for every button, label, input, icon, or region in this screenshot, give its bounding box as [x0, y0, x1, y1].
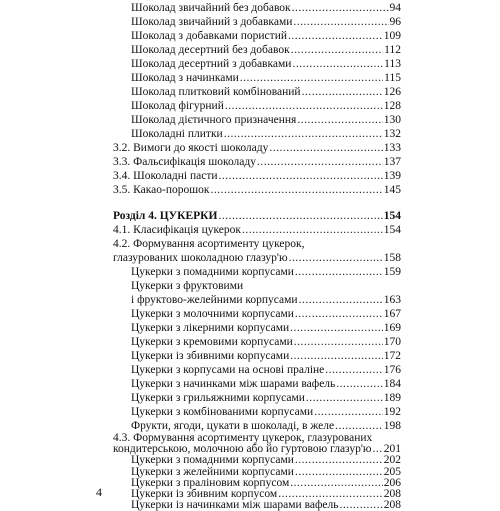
toc-entry-title: Цукерки з праліновим корпусом [131, 476, 290, 489]
toc-entry [113, 169, 401, 183]
toc-entry-title: Цукерки з желейними корпусами [131, 465, 294, 478]
toc-entry [131, 127, 401, 141]
dot-leader [373, 444, 383, 455]
toc-entry-page: 205 [383, 465, 401, 478]
toc-entry-title: Шоколад десертний з добавками [131, 58, 292, 70]
toc-entry-title: 3.5. Какао-порошок [113, 184, 210, 196]
toc-entry [131, 455, 401, 466]
toc-entry-page: 126 [383, 86, 401, 98]
toc-entry-title: глазурованих шоколадною глазур'ю [113, 252, 288, 264]
toc-entry-page: 169 [383, 322, 401, 334]
toc-entry-page: 172 [383, 350, 401, 362]
dot-leader [335, 419, 383, 433]
toc-entry [131, 1, 401, 15]
toc-entry-title: 4.1. Класифікація цукерок [113, 224, 241, 236]
toc-entry-page: 145 [383, 184, 401, 196]
dot-leader [219, 169, 383, 183]
dot-leader [225, 99, 383, 113]
dot-leader [302, 85, 383, 99]
toc-entry-page: 94 [389, 2, 401, 14]
toc-entry [131, 265, 401, 279]
toc-entry [131, 307, 401, 321]
toc-entry-page: 170 [383, 336, 401, 348]
toc-entry-title: і фруктово-желейними корпусами [131, 294, 298, 306]
toc-entry-page: 128 [383, 100, 401, 112]
toc-entry-title: 4.3. Формування асортименту цукерок, глазурованих [113, 432, 373, 444]
dot-leader [336, 377, 382, 391]
dot-leader [294, 335, 383, 349]
toc-entry-title: Цукерки з помадними корпусами [131, 454, 294, 467]
toc-entry-page: 154 [383, 210, 401, 222]
toc-entry [113, 223, 401, 237]
toc-entry-title: кондитерською, молочною або йо гуртовою глазур'ю [113, 443, 372, 456]
toc-entry-title: Цукерки з лікерними корпусами [131, 322, 290, 334]
toc-entry [131, 363, 401, 377]
toc-section-heading [113, 209, 401, 223]
toc-entry-title: Шоколад десертний без добавок [131, 44, 290, 56]
toc-entry-page: 208 [383, 499, 401, 511]
dot-leader [269, 141, 382, 155]
toc-entry-page: 201 [383, 443, 401, 456]
toc-entry [131, 43, 401, 57]
toc-entry-page: 96 [389, 16, 401, 28]
toc-entry-title: Цукерки із збивним корпусом [131, 488, 278, 500]
toc-entry-title: Шоколад плитковий комбінований [131, 86, 301, 98]
dot-leader [224, 127, 383, 141]
toc-entry-title: Цукерки з комбінованими корпусами [131, 406, 314, 418]
toc-entry-page: 208 [383, 488, 401, 500]
dot-leader [291, 43, 383, 57]
toc-entry-page: 206 [383, 476, 401, 489]
toc-entry-title: 3.2. Вимоги до якості шоколаду [113, 142, 269, 154]
toc-entry-page: 159 [383, 266, 401, 278]
toc-entry-page: 158 [383, 252, 401, 264]
toc-entry [131, 405, 401, 419]
toc-entry [131, 29, 401, 43]
toc-entry-page: 109 [383, 30, 401, 42]
toc-entry [131, 500, 401, 511]
toc-entry-title: Цукерки з кремовими корпусами [131, 336, 293, 348]
toc-entry [131, 391, 401, 405]
toc-entry [131, 71, 401, 85]
toc-entry-title: 3.3. Фальсифікація шоколаду [113, 156, 256, 168]
toc-entry-page: 154 [383, 224, 401, 236]
dot-leader [295, 455, 383, 466]
toc-entry-page: 137 [383, 156, 401, 168]
toc-entry-title: Шоколад з начинками [131, 72, 239, 84]
toc-entry [131, 57, 401, 71]
dot-leader [290, 321, 383, 335]
toc-entry-title: 3.4. Шоколадні пасти [113, 170, 218, 182]
toc-entry [131, 377, 401, 391]
toc-entry-title: Цукерки з фруктовими [131, 280, 244, 292]
toc-entry [131, 419, 401, 433]
toc-entry [113, 183, 401, 197]
toc-entry-title: Цукерки із начинками між шарами вафель [131, 499, 339, 511]
toc-entry-title: Шоколад звичайний з добавками [131, 16, 293, 28]
toc-entry-page: 202 [383, 454, 401, 467]
dot-leader [297, 113, 382, 127]
toc-entry-page: 133 [383, 142, 401, 154]
dot-leader [293, 15, 388, 29]
toc-entry-title: Фрукти, ягоди, цукати в шоколаді, в желе [131, 420, 335, 432]
toc-entry [131, 15, 401, 29]
dot-leader [292, 1, 389, 15]
toc-entry-title: Шоколадні плитки [131, 128, 223, 140]
toc-entry-title: Шоколад з добавками пористий [131, 30, 287, 42]
toc-entry-page: 115 [384, 72, 401, 84]
toc-entry-title: Цукерки з молочними корпусами [131, 308, 294, 320]
toc-entry-page: 130 [383, 114, 401, 126]
dot-leader [295, 467, 383, 478]
toc-entry-title: Цукерки з помадними корпусами [131, 266, 294, 278]
toc-entry-page: 132 [383, 128, 401, 140]
toc-entry [131, 335, 401, 349]
toc-entry-title: Шоколад фігурний [131, 100, 224, 112]
toc-entry [131, 99, 401, 113]
dot-leader [295, 265, 383, 279]
dot-leader [314, 405, 383, 419]
dot-leader [210, 183, 382, 197]
dot-leader [340, 500, 383, 511]
dot-leader [288, 29, 383, 43]
toc-entry-title: Цукерки із збивними корпусами [131, 350, 290, 362]
dot-leader [240, 71, 383, 85]
toc-entry [113, 251, 401, 265]
toc-entry-page: 192 [383, 406, 401, 418]
toc-entry [131, 349, 401, 363]
dot-leader [325, 363, 382, 377]
dot-leader [257, 155, 383, 169]
toc-entry [113, 155, 401, 169]
dot-leader [306, 391, 383, 405]
dot-leader [290, 349, 383, 363]
page-number: 4 [96, 485, 102, 499]
toc-entry-page: 113 [384, 58, 401, 70]
toc-entry-page: 167 [383, 308, 401, 320]
toc-entry [131, 293, 401, 307]
dot-leader [242, 223, 383, 237]
toc-entry-title: Шоколад звичайний без добавок [131, 2, 291, 14]
toc-entry-title: Шоколад дієтичного призначення [131, 114, 297, 126]
toc-entry [131, 113, 401, 127]
toc-entry-title: Цукерки з корпусами на основі праліне [131, 364, 325, 376]
toc-entry-page: 189 [383, 392, 401, 404]
toc-entry-page: 139 [383, 170, 401, 182]
toc-entry [131, 85, 401, 99]
dot-leader [289, 251, 383, 265]
toc-entry-title: Цукерки з грильяжними корпусами [131, 392, 305, 404]
toc-entry [131, 467, 401, 478]
toc-entry-title: Розділ 4. ЦУКЕРКИ [113, 210, 218, 222]
dot-leader [218, 209, 382, 223]
dot-leader [292, 57, 383, 71]
toc-entry-title: Цукерки з начинками між шарами вафель [131, 378, 336, 390]
toc-entry-page: 184 [383, 378, 401, 390]
toc-entry-page: 198 [383, 420, 401, 432]
toc-entry-page: 163 [383, 294, 401, 306]
toc-entry [131, 321, 401, 335]
dot-leader [295, 307, 383, 321]
toc-entry [113, 141, 401, 155]
toc-entry-title: 4.2. Формування асортименту цукерок, [113, 238, 305, 250]
toc-entry-page: 176 [383, 364, 401, 376]
toc-entry-page: 112 [384, 44, 401, 56]
dot-leader [299, 293, 383, 307]
dot-leader [290, 478, 383, 489]
